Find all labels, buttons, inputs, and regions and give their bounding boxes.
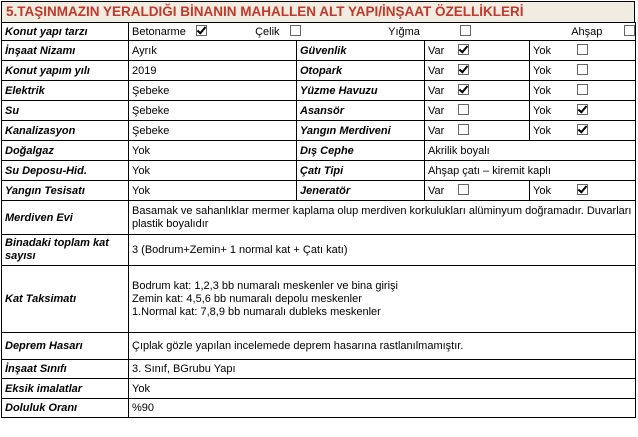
field-value: Şebeke <box>129 81 297 101</box>
field-value: Akrilik boyalı <box>425 141 636 161</box>
field-value: Ahşap çatı – kiremit kaplı <box>425 161 636 181</box>
havuz-var-checkbox[interactable] <box>458 84 469 95</box>
var-cell <box>425 81 530 101</box>
field-value: Yok <box>129 141 297 161</box>
table-row <box>2 181 636 201</box>
field-value: Yok <box>129 161 297 181</box>
floor-distribution <box>129 266 636 333</box>
field-label: Doğalgaz <box>2 141 129 161</box>
yangin-merdiveni-yok-checkbox[interactable] <box>577 124 588 135</box>
var-label: Var <box>428 185 445 197</box>
option-label: Ahşap <box>571 26 603 38</box>
field-label: Konut yapım yılı <box>2 61 129 81</box>
field-label: Su Deposu-Hid. <box>2 161 129 181</box>
var-cell <box>425 101 530 121</box>
table-row <box>2 41 636 61</box>
field-label: Jeneratör <box>297 181 425 201</box>
construction-features-form <box>1 1 635 435</box>
field-label: Güvenlik <box>297 41 425 61</box>
field-label: İnşaat Nizamı <box>2 41 129 61</box>
var-cell <box>425 121 530 141</box>
field-value: 2019 <box>129 61 297 81</box>
yok-cell <box>530 61 636 81</box>
field-label: Eksik imalatlar <box>2 379 129 399</box>
field-label: Dış Cephe <box>297 141 425 161</box>
yigma-checkbox[interactable] <box>460 25 471 36</box>
betonarme-checkbox[interactable] <box>196 25 207 36</box>
var-cell <box>425 61 530 81</box>
yok-label: Yok <box>533 85 551 97</box>
guvenlik-yok-checkbox[interactable] <box>577 44 588 55</box>
var-label: Var <box>428 85 445 97</box>
field-value: Ayrık <box>129 41 297 61</box>
asansor-yok-checkbox[interactable] <box>577 104 588 115</box>
field-value: Yok <box>129 379 636 399</box>
table-row <box>2 399 636 418</box>
field-label: Otopark <box>297 61 425 81</box>
var-label: Var <box>428 45 445 57</box>
table-row <box>2 121 636 141</box>
field-label: Yangın Tesisatı <box>2 181 129 201</box>
field-label: Su <box>2 101 129 121</box>
var-label: Var <box>428 65 445 77</box>
yangin-merdiveni-var-checkbox[interactable] <box>458 124 469 135</box>
field-label: Yüzme Havuzu <box>297 81 425 101</box>
field-label: Binadaki toplam kat sayısı <box>2 235 129 266</box>
yok-label: Yok <box>533 125 551 137</box>
field-value: %90 <box>129 399 636 418</box>
field-value: 3 (Bodrum+Zemin+ 1 normal kat + Çatı katı) <box>129 235 636 266</box>
var-label: Var <box>428 105 445 117</box>
table-row <box>2 81 636 101</box>
celik-checkbox[interactable] <box>290 25 301 36</box>
floor-line: 1.Normal kat: 7,8,9 bb numaralı dubleks meskenler <box>132 305 381 318</box>
features-table <box>1 22 636 418</box>
field-label: Asansör <box>297 101 425 121</box>
floor-line: Bodrum kat: 1,2,3 bb numaralı meskenler ve bina girişi <box>132 279 398 292</box>
field-label: Deprem Hasarı <box>2 333 129 360</box>
option-label: Çelik <box>255 26 280 38</box>
yok-cell <box>530 121 636 141</box>
field-label: Yangın Merdiveni <box>297 121 425 141</box>
field-value: 3. Sınıf, BGrubu Yapı <box>129 360 636 379</box>
field-label: İnşaat Sınıfı <box>2 360 129 379</box>
field-value: Çıplak gözle yapılan incelemede deprem hasarına rastlanılmamıştır. <box>129 333 636 360</box>
field-label: Çatı Tipi <box>297 161 425 181</box>
ahsap-checkbox[interactable] <box>624 25 635 36</box>
var-cell <box>425 181 530 201</box>
table-row <box>2 266 636 333</box>
yok-label: Yok <box>533 65 551 77</box>
jenerator-yok-checkbox[interactable] <box>577 184 588 195</box>
asansor-var-checkbox[interactable] <box>458 104 469 115</box>
table-row <box>2 360 636 379</box>
table-row <box>2 101 636 121</box>
var-label: Var <box>428 125 445 137</box>
field-value: Yok <box>129 181 297 201</box>
structure-type-options <box>129 23 636 41</box>
yok-cell <box>530 101 636 121</box>
field-value: Basamak ve sahanlıklar mermer kaplama olup merdiven korkulukları alüminyum doğramadır. Duvarları plastik boyalıdır <box>129 201 636 235</box>
yok-cell <box>530 41 636 61</box>
table-row <box>2 235 636 266</box>
table-row <box>2 201 636 235</box>
jenerator-var-checkbox[interactable] <box>458 184 469 195</box>
yok-cell <box>530 81 636 101</box>
field-label: Merdiven Evi <box>2 201 129 235</box>
table-row <box>2 61 636 81</box>
table-row <box>2 333 636 360</box>
field-label: Elektrik <box>2 81 129 101</box>
yok-label: Yok <box>533 185 551 197</box>
havuz-yok-checkbox[interactable] <box>577 84 588 95</box>
table-row <box>2 141 636 161</box>
field-label: Konut yapı tarzı <box>2 23 129 41</box>
yok-cell <box>530 181 636 201</box>
table-row <box>2 23 636 41</box>
floor-line: Zemin kat: 4,5,6 bb numaralı depolu meskenler <box>132 292 362 305</box>
section-title: 5.TAŞINMAZIN YERALDIĞI BİNANIN MAHALLEN ALT YAPI/İNŞAAT ÖZELLİKLERİ <box>1 1 635 22</box>
var-cell <box>425 41 530 61</box>
guvenlik-var-checkbox[interactable] <box>458 44 469 55</box>
field-label: Doluluk Oranı <box>2 399 129 418</box>
otopark-yok-checkbox[interactable] <box>577 64 588 75</box>
option-label: Betonarme <box>132 26 186 38</box>
yok-label: Yok <box>533 105 551 117</box>
field-label: Kanalizasyon <box>2 121 129 141</box>
field-label: Kat Taksimatı <box>2 266 129 333</box>
field-value: Şebeke <box>129 121 297 141</box>
otopark-var-checkbox[interactable] <box>458 64 469 75</box>
table-row <box>2 161 636 181</box>
yok-label: Yok <box>533 45 551 57</box>
option-label: Yığma <box>388 26 420 38</box>
table-row <box>2 379 636 399</box>
field-value: Şebeke <box>129 101 297 121</box>
